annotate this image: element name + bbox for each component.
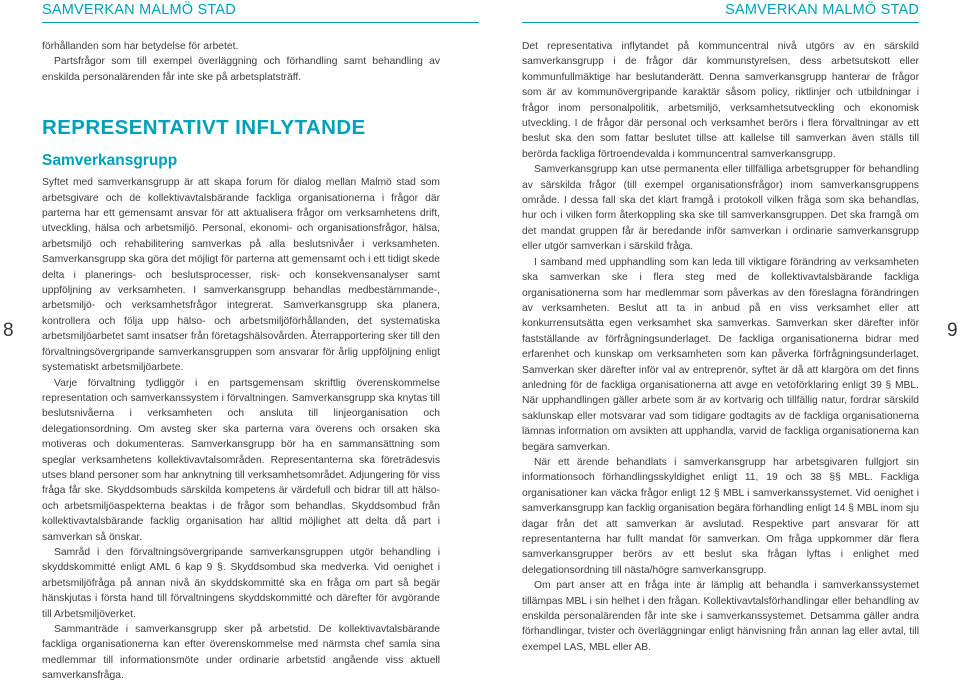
intro-paragraph-1: förhållanden som har betydelse för arbetet.: [42, 41, 239, 52]
page-number-right: 9: [947, 320, 958, 341]
section-title: REPRESENTATIVT INFLYTANDE: [42, 116, 366, 140]
page-number-left: 8: [3, 320, 14, 341]
header-right-label: SAMVERKAN MALMÖ STAD: [725, 2, 919, 18]
right-column: [522, 39, 919, 655]
body-paragraph-2: Varje förvaltning tydliggör i en partsgemensam skriftlig överenskommelse representation och samverkanssystem i förvaltningen. Samverkansgrupp ska knytas till beslutsnivåerna i verksamheten och ansluta till linjeorganisation och delegationsordning. Om avsteg sker ska parterna vara överens och orsaken ska motiveras och dokumenteras. Samverkansgrupp bör ha en sammansättning som speglar verksamhetens kollektivavtalsområden. Representanterna ska företrädesvis utses bland personer som har anknytning till verksamhetsområdet. Adjungering för viss fråga får ske. Skyddsombuds särskilda kompetens är värdefull och bidrar till att hälso- och arbetsmiljöaspekterna beaktas i de frågor som behandlas. Skyddsombud från kollektivavtalsbärande facklig organisation har alltid möjlighet att delta då part i samverkan så önskar.: [42, 377, 440, 543]
right-paragraph-4: När ett ärende behandlats i samverkansgrupp har arbetsgivaren fullgjort sin informationsoch förhandlingsskyldighet enligt 11, 19 och 38 §§ MBL. Fackliga organisationer kan väcka frågor enligt 12 § MBL i samverkanssystemet. Vid oenighet i samverkansgrupp kan facklig organisation begära förhandling enligt 14 § MBL inom sju dagar från det att samverkan är avslutad. Respektive part ansvarar för att representanterna har fullt mandat för samverkan. Om fråga uppkommer där flera samverkansgrupper berörs av ett beslut ska frågan lyftas i enlighet med delegationsordning till nästa/högre samverkansgrupp.: [522, 456, 919, 576]
header-left-label: SAMVERKAN MALMÖ STAD: [42, 2, 236, 18]
body-paragraph-4: Sammanträde i samverkansgrupp sker på arbetstid. De kollektivavtalsbärande fackliga organisationerna kan efter överenskommelse med närmsta chef samla sina medlemmar till informationsmöte under ordinarie arbetstid angående viss aktuell samverkansfråga.: [42, 624, 440, 682]
subsection-title: Samverkansgrupp: [42, 152, 178, 170]
header-right-rule: [522, 22, 919, 23]
right-paragraph-1: Det representativa inflytandet på kommuncentral nivå utgörs av en särskild samverkansgrupp i de frågor där kommunstyrelsen, dess arbetsutskott eller kommunfullmäktige har beslutanderätt. Denna samverkansgrupp hanterar de frågor som är av kommunövergripande karaktär såsom policy, riktlinjer och utbildningar i frågor inom personalpolitik, arbetsmiljö, verksamhetsutveckling och ekonomisk utveckling. I de frågor där personal och verksamhet berörs i flera förvaltningar av ett beslut ska den som fattar beslutet tillse att kallelse till samverkan även ställs till berörda fackliga förtroendevalda i kommuncentral samverkansgrupp.: [522, 41, 919, 160]
left-column: [42, 39, 440, 684]
intro-paragraph-2: Partsfrågor som till exempel överläggning och förhandling samt behandling av enskilda personalärenden får inte ske på arbetsplatsträff.: [42, 56, 440, 83]
right-paragraph-3: I samband med upphandling som kan leda till viktigare förändring av verksamheten ska samverkan ske i flera steg med de kollektivavtalsbärande fackliga organisationerna som har medlemmar som påverkas av den föreslagna förändringen av verksamheten. Beslut att ta in anbud på en viss verksamhet eller att konkurrensutsätta egen verksamhet ska samverkas. Samverkan sker därefter inför fastställande av förfrågningsunderlaget. De fackliga organisationerna bidrar med erfarenhet och kunskap om verksamheten som kan påverka förfrågningsunderlaget. Samverkan sker därefter inför val av entreprenör, syftet är då att klargöra om det finns anledning för de fackliga organisationerna att avge en vetoförklaring enligt 39 § MBL. När upphandlingen gäller arbete som är av kortvarig och tillfällig natur, fordrar särskild saklunskap eller motsvarar vad som tidigare godtagits av de fackliga organisationerna lämnas information om avsikten att upphandla, varvid de fackliga organisationerna kan begära samverkan.: [522, 256, 919, 453]
right-paragraph-5: Om part anser att en fråga inte är lämplig att behandla i samverkanssystemet tillämpas MBL i sin helhet i den frågan. Kollektivavtalsförhandlingar eller behandling av enskilda personalärenden får inte ske i samverkanssystemet. Detsamma gäller andra förhandlingar, tvister och överläggningar enligt hänvisning från annan lag eller avtal, till exempel LAS, MBL eller AB.: [522, 580, 919, 653]
right-paragraph-2: Samverkansgrupp kan utse permanenta eller tillfälliga arbetsgrupper för behandling av särskilda frågor (till exempel organisationsfrågor) inom samverkansgruppens område. I dessa fall ska det klart framgå i protokoll vilken fråga som ska behandlas, hur och i vilken form återkoppling ska ske till samverkansgruppen. Det ska framgå om det mandat gruppen får är beredande inför samverkan i ordinarie samverkansgrupp eller utgör samverkan i särskild fråga.: [522, 164, 919, 253]
body-paragraph-1: Syftet med samverkansgrupp är att skapa forum för dialog mellan Malmö stad som arbetsgivare och de kollektivavtalsbärande fackliga organisationerna i frågor där parterna har ett gemensamt ansvar för att aktualisera frågor om verksamhetens drift, utveckling, hälsa och arbetsmiljö. Personal, ekonomi- och organisationsfrågor, hälsa, arbetsmiljö och rehabilitering samverkas på alla beslutsnivåer i verksamheten. Samverkansgrupp ska göra det möjligt för parterna att gemensamt och i ett tidigt skede delta i planerings- och beslutsprocesser, risk- och konsekvensanalyser samt uppföljning av verksamheten. I samverkansgrupp behandlas medbestämmande-, arbetsmiljö- och verksamhetsfrågor integrerat. Samverkansgrupp ska planera, kontrollera och följa upp hälso- och arbetsmiljöförhållanden, det systematiska arbetsmiljöarbetet samt insatser från företagshälsovården. Återrapportering sker till den förvaltningsövergripande samverkansgruppen som ansvarar för årlig uppföljning enligt systematiskt arbetsmiljöarbete.: [42, 177, 440, 374]
body-paragraph-3: Samråd i den förvaltningsövergripande samverkansgruppen utgör behandling i skyddskommitté enligt AML 6 kap 9 §. Skyddsombud ska medverka. Vid oenighet i arbetsmiljöfråga på annan nivå än skyddskommitté ska en fråga om part så begär hänskjutas i första hand till förvaltningens skyddskommitté och därefter för avgörande till Arbetsmiljöverket.: [42, 546, 440, 620]
header-left-rule: [42, 22, 479, 23]
